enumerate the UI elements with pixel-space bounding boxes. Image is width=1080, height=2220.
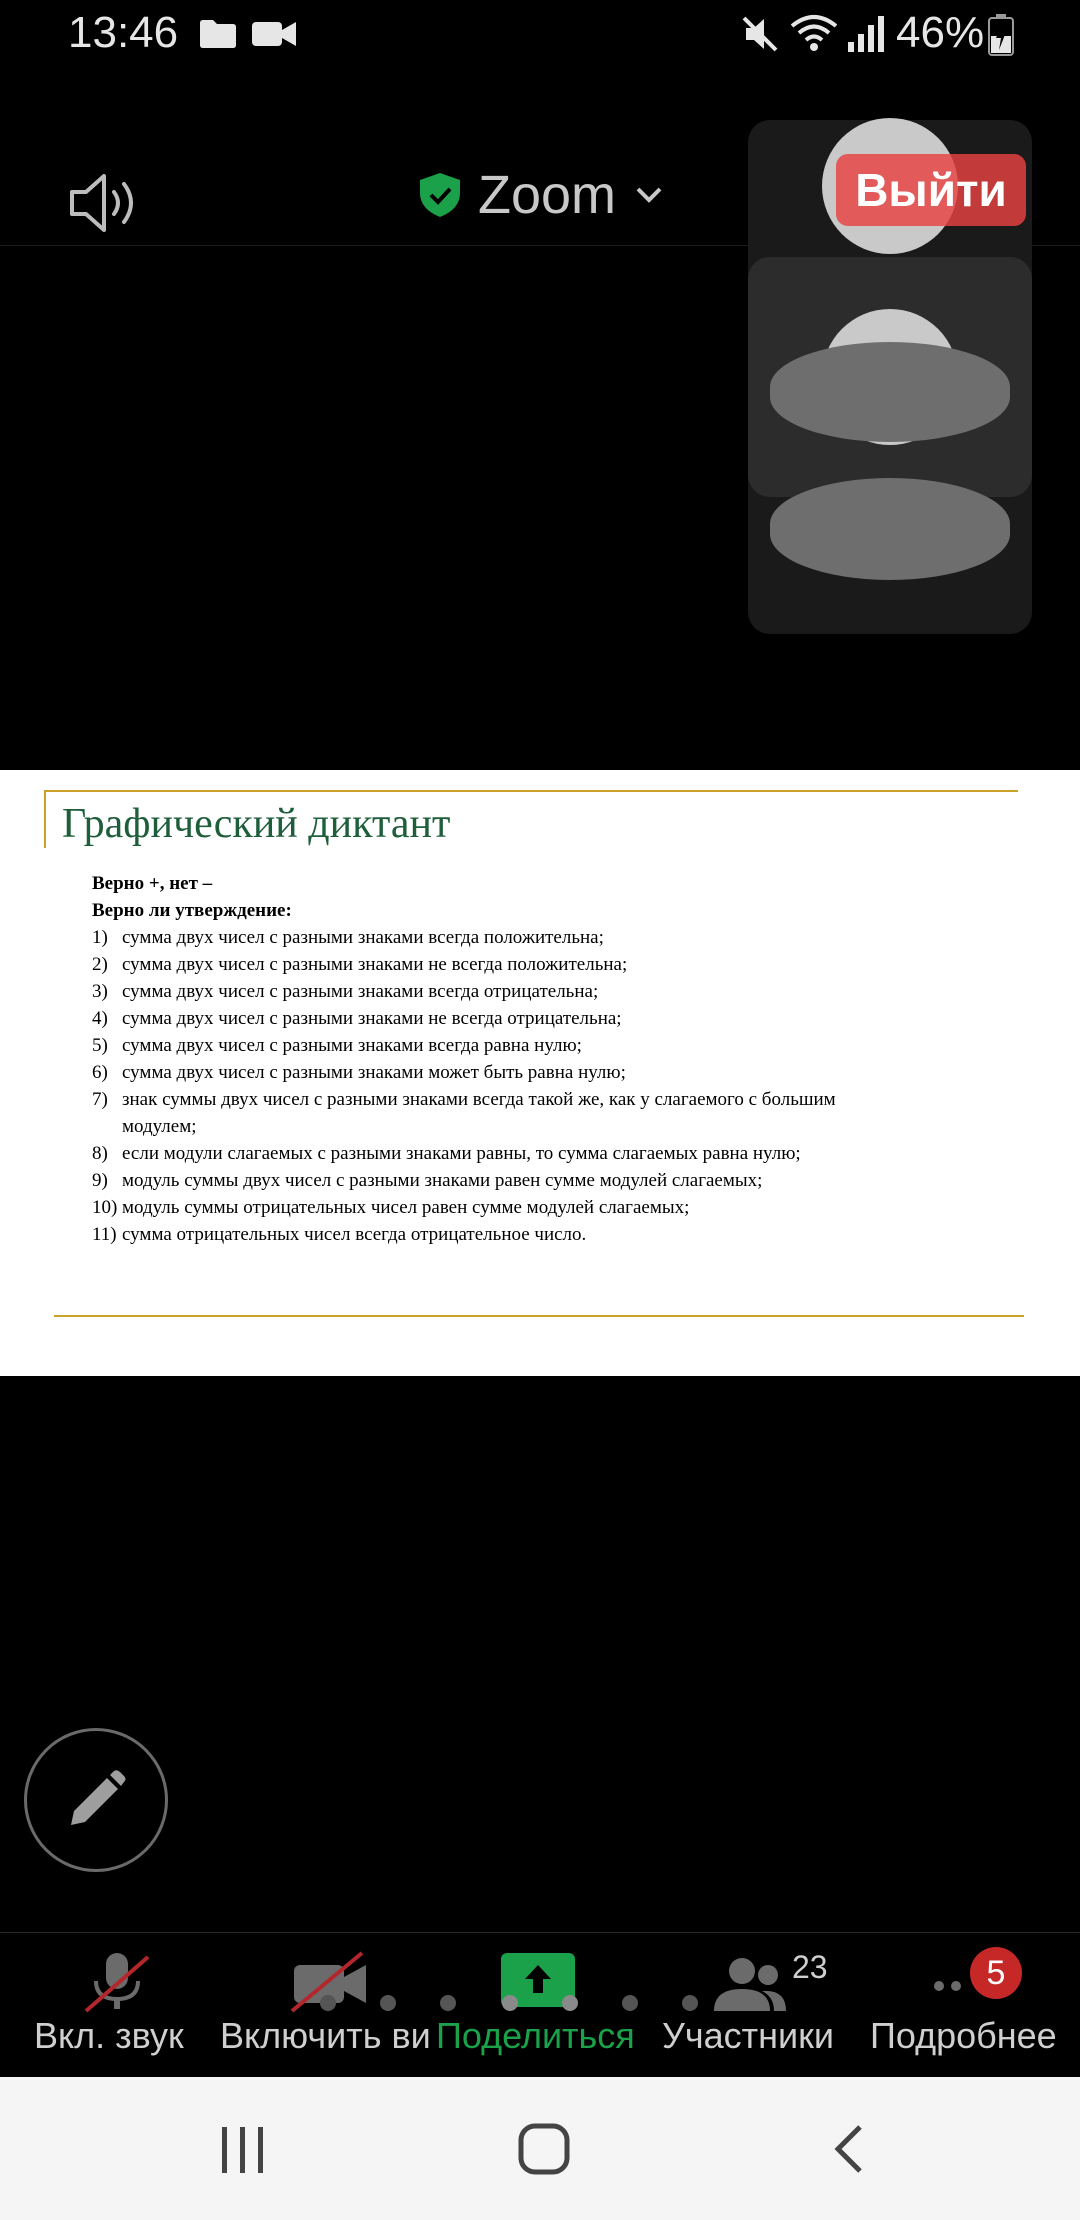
participants-count: 23 <box>792 1949 828 1985</box>
chevron-down-icon <box>634 184 664 206</box>
system-nav-bar <box>0 2077 1080 2220</box>
page-indicator-dot <box>562 1995 578 2011</box>
leave-button[interactable]: Выйти <box>836 154 1026 226</box>
mic-off-icon <box>78 1951 156 2013</box>
slide-divider <box>44 790 1018 792</box>
shield-check-icon <box>420 173 460 217</box>
slide-list-item: 7) знак суммы двух чисел с разными знаками всегда такой же, как у слагаемого с большим модулем; <box>92 1089 836 1137</box>
more-label: Подробнее <box>870 2015 1057 2056</box>
status-bar <box>0 0 1080 70</box>
slide-list-item: 10) модуль суммы отрицательных чисел равен сумме модулей слагаемых; <box>92 1197 690 1218</box>
slide-divider <box>54 1315 1024 1317</box>
signal-icon <box>846 14 886 54</box>
slide-body <box>92 870 992 1248</box>
meeting-toolbar <box>0 1932 1080 2078</box>
more-badge: 5 <box>970 1947 1022 1999</box>
share-button[interactable] <box>434 1933 644 2078</box>
page-indicator-dot <box>320 1995 336 2011</box>
slide-list-item: 4) сумма двух чисел с разными знаками не всегда отрицательна; <box>92 1008 622 1029</box>
participants-icon <box>712 1955 788 2013</box>
slide-list-item: 9) модуль суммы двух чисел с разными знаками равен сумме модулей слагаемых; <box>92 1170 763 1191</box>
avatar-body <box>770 478 1010 580</box>
slide-list-item: 3) сумма двух чисел с разными знаками всегда отрицательна; <box>92 981 599 1002</box>
folder-icon <box>200 20 236 48</box>
slide-list-item: 11) сумма отрицательных чисел всегда отрицательное число. <box>92 1224 587 1245</box>
slide-list-item: 1) сумма двух чисел с разными знаками всегда положительна; <box>92 927 604 948</box>
unmute-button[interactable] <box>20 1933 210 2078</box>
slide-list-item: 6) сумма двух чисел с разными знаками может быть равна нулю; <box>92 1062 626 1083</box>
slide-list-item: 8) если модули слагаемых с разными знаками равны, то сумма слагаемых равна нулю; <box>92 1143 801 1164</box>
slide-title: Графический диктант <box>62 801 451 847</box>
speaker-icon[interactable] <box>68 172 140 234</box>
mute-status-icon <box>742 14 778 54</box>
page-indicator-dot <box>440 1995 456 2011</box>
videocam-status-icon <box>252 20 296 48</box>
slide-list-item: 5) сумма двух чисел с разными знаками всегда равна нулю; <box>92 1035 582 1056</box>
battery-icon <box>988 14 1014 56</box>
annotate-button[interactable] <box>24 1728 168 1872</box>
unmute-label: Вкл. звук <box>34 2015 184 2056</box>
page-indicator-dot <box>622 1995 638 2011</box>
recent-apps-icon[interactable] <box>218 2125 268 2175</box>
back-icon[interactable] <box>828 2123 868 2175</box>
battery-percent: 46% <box>896 8 985 57</box>
slide-list-item: 2) сумма двух чисел с разными знаками не всегда положительна; <box>92 954 628 975</box>
page-indicator-dot <box>682 1995 698 2011</box>
start-video-label: Включить ви <box>220 2015 431 2056</box>
slide-line: Верно +, нет – <box>92 873 213 894</box>
slide-divider <box>44 790 46 848</box>
avatar-body <box>770 342 1010 442</box>
page-indicator-dot <box>502 1995 518 2011</box>
participants-label: Участники <box>662 2015 834 2056</box>
shared-screen-slide <box>0 770 1080 1376</box>
pencil-icon <box>65 1769 127 1831</box>
wifi-icon <box>790 14 838 54</box>
slide-line: Верно ли утверждение: <box>92 900 292 921</box>
more-dots-icon <box>932 1979 976 1993</box>
page-indicator-dot <box>380 1995 396 2011</box>
meeting-title: Zoom <box>478 165 617 225</box>
more-button[interactable] <box>862 1933 1062 2078</box>
share-label: Поделиться <box>436 2015 635 2056</box>
meeting-title-dropdown[interactable] <box>420 160 664 230</box>
home-icon[interactable] <box>518 2123 570 2175</box>
status-time: 13:46 <box>68 8 179 57</box>
